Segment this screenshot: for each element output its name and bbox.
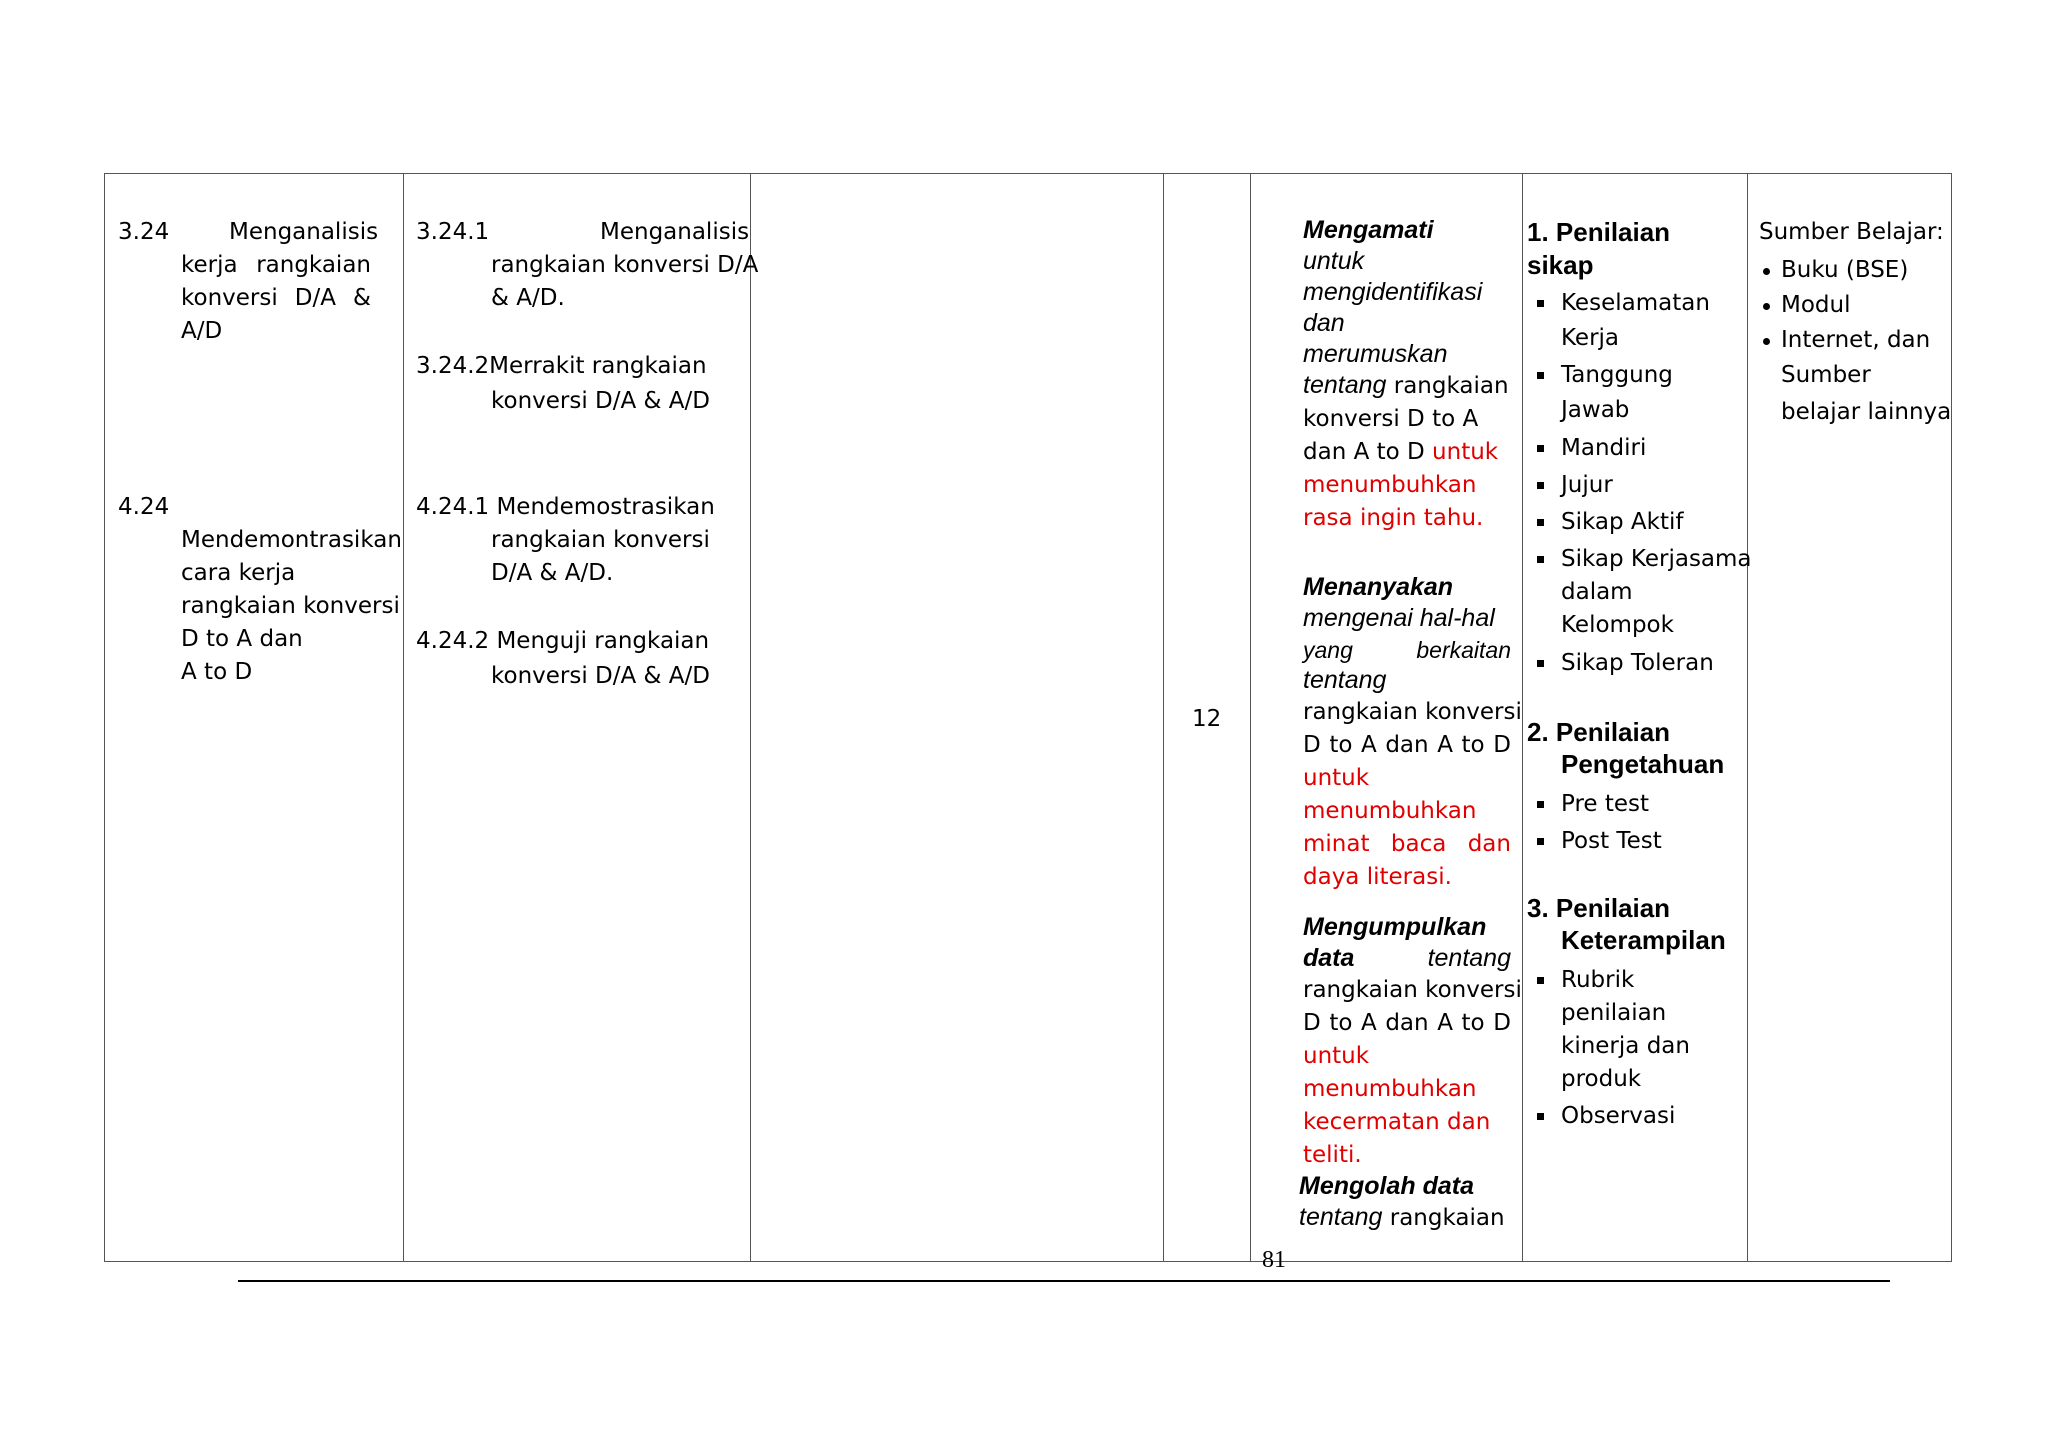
resource-item: Buku (BSE) <box>1781 257 1909 283</box>
word: A <box>1437 1010 1453 1036</box>
italic-word: tentang <box>1427 944 1511 972</box>
competency-text: A/D <box>181 318 223 344</box>
competency-text: D to A dan <box>181 626 303 652</box>
assessment-item: Sikap Toleran <box>1561 650 1714 676</box>
indicator-text: & A/D. <box>491 285 565 311</box>
competency-text: cara kerja <box>181 560 296 586</box>
word: dan A to D <box>1303 439 1425 465</box>
indicator-text: rangkaian konversi D/A <box>491 252 759 278</box>
word: to <box>1329 732 1353 758</box>
activity-text: merumuskan <box>1303 340 1448 368</box>
resource-item: Sumber <box>1781 362 1871 388</box>
activity-text: untuk <box>1303 247 1365 275</box>
italic-word: tentang <box>1303 371 1387 399</box>
activity-highlight: daya literasi. <box>1303 864 1452 890</box>
indicator-text: 4.24.1 Mendemostrasikan <box>416 494 715 520</box>
bullet-icon <box>1537 445 1544 452</box>
word: rangkaian <box>1382 1205 1505 1231</box>
assessment-item: kinerja dan <box>1561 1033 1690 1059</box>
assessment-item: Observasi <box>1561 1103 1676 1129</box>
activity-highlight: menumbuhkan <box>1303 798 1477 824</box>
indicator-text: D/A & A/D. <box>491 560 614 586</box>
competency-text: Mendemontrasikan <box>181 527 402 553</box>
syllabus-table <box>104 173 1952 1262</box>
competency-text <box>181 282 371 315</box>
assessment-item: Keselamatan <box>1561 290 1710 316</box>
bullet-icon <box>1537 300 1544 307</box>
italic-word: tentang <box>1299 1203 1383 1231</box>
assessment-item: Jujur <box>1561 472 1613 498</box>
activity-text: mengenai hal-hal <box>1303 604 1495 632</box>
bold-word: data <box>1303 944 1355 972</box>
column-divider <box>750 174 751 1261</box>
resources-title: Sumber Belajar: <box>1759 219 1944 245</box>
activity-text <box>1303 436 1498 469</box>
word: dan <box>1467 831 1511 857</box>
activity-highlight: rasa ingin tahu. <box>1303 505 1484 531</box>
activity-text <box>1303 943 1511 974</box>
word: D <box>1493 732 1511 758</box>
assessment-heading: Keterampilan <box>1561 925 1726 955</box>
indicator-text: Menganalisis <box>600 219 750 245</box>
activity-text <box>1299 1202 1505 1235</box>
activity-text: tentang <box>1303 666 1387 694</box>
resource-item: Modul <box>1781 292 1851 318</box>
activity-title: Mengumpulkan <box>1303 913 1487 941</box>
word: to <box>1461 1010 1485 1036</box>
word: A <box>1361 1010 1377 1036</box>
assessment-item: Post Test <box>1561 828 1662 854</box>
column-divider <box>1522 174 1523 1261</box>
competency-text: Menganalisis <box>229 219 379 245</box>
activity-text: konversi D to A <box>1303 406 1479 432</box>
word: dan <box>1385 1010 1429 1036</box>
activity-text <box>1303 634 1511 667</box>
bullet-icon <box>1537 519 1544 526</box>
activity-highlight: menumbuhkan <box>1303 472 1477 498</box>
assessment-item: penilaian <box>1561 1000 1667 1026</box>
activity-highlight: menumbuhkan <box>1303 1076 1477 1102</box>
column-divider <box>403 174 404 1261</box>
word: rangkaian <box>1386 373 1509 399</box>
column-divider <box>1250 174 1251 1261</box>
activity-text <box>1303 370 1509 403</box>
time-allocation: 12 <box>1192 706 1222 732</box>
bullet-icon <box>1537 660 1544 667</box>
assessment-item: Tanggung <box>1561 362 1673 388</box>
bullet-icon <box>1537 556 1544 563</box>
word: A <box>1361 732 1377 758</box>
word: yang <box>1303 637 1353 663</box>
assessment-heading: 3. Penilaian <box>1527 893 1671 923</box>
activity-title: Menanyakan <box>1303 573 1454 601</box>
activity-highlight: untuk <box>1303 765 1370 791</box>
bullet-icon <box>1763 268 1770 275</box>
assessment-item: Mandiri <box>1561 435 1647 461</box>
page-number: 81 <box>1262 1247 1286 1273</box>
competency-text <box>181 249 371 282</box>
activity-title: Mengamati <box>1303 216 1434 244</box>
word: dan <box>1385 732 1429 758</box>
activity-text <box>1303 729 1511 762</box>
indicator-text: konversi D/A & A/D <box>491 663 710 689</box>
word: to <box>1329 1010 1353 1036</box>
word: berkaitan <box>1416 637 1511 663</box>
assessment-item: Sikap Kerjasama <box>1561 546 1752 572</box>
bullet-icon <box>1537 801 1544 808</box>
footer-rule <box>238 1280 1890 1282</box>
assessment-heading: 1. Penilaian <box>1527 217 1671 247</box>
assessment-item: Rubrik <box>1561 967 1635 993</box>
resource-item: belajar lainnya <box>1781 399 1952 425</box>
activity-title: Mengolah data <box>1299 1172 1475 1200</box>
word: to <box>1461 732 1485 758</box>
activity-text <box>1303 1007 1511 1040</box>
assessment-item: Pre test <box>1561 791 1650 817</box>
assessment-heading: sikap <box>1527 250 1594 280</box>
assessment-heading: 2. Penilaian <box>1527 717 1671 747</box>
assessment-item: Kelompok <box>1561 612 1674 638</box>
resource-item: Internet, dan <box>1781 327 1931 353</box>
activity-text: rangkaian konversi <box>1303 977 1522 1003</box>
word: rangkaian <box>256 252 371 278</box>
bullet-icon <box>1537 977 1544 984</box>
activity-highlight: teliti. <box>1303 1142 1362 1168</box>
indicator-text: rangkaian konversi <box>491 527 710 553</box>
bullet-icon <box>1763 338 1770 345</box>
word: kerja <box>181 252 238 278</box>
activity-text: rangkaian konversi <box>1303 699 1522 725</box>
competency-number: 3.24 <box>118 219 170 245</box>
assessment-item: Jawab <box>1561 397 1630 423</box>
assessment-item: Sikap Aktif <box>1561 509 1684 535</box>
word: D <box>1303 732 1321 758</box>
activity-text: mengidentifikasi <box>1303 278 1483 306</box>
word: minat <box>1303 831 1370 857</box>
assessment-item: dalam <box>1561 579 1633 605</box>
activity-highlight <box>1303 828 1511 861</box>
column-divider <box>1747 174 1748 1261</box>
indicator-text: 4.24.2 Menguji rangkaian <box>416 628 710 654</box>
highlight-word: untuk <box>1424 439 1499 465</box>
word: & <box>353 285 371 311</box>
competency-text: rangkaian konversi <box>181 593 400 619</box>
activity-text: dan <box>1303 309 1345 337</box>
activity-highlight: kecermatan dan <box>1303 1109 1491 1135</box>
assessment-item: produk <box>1561 1066 1642 1092</box>
bullet-icon <box>1763 303 1770 310</box>
indicator-text: 3.24.2Merrakit rangkaian <box>416 353 707 379</box>
bullet-icon <box>1537 838 1544 845</box>
activity-highlight: untuk <box>1303 1043 1370 1069</box>
word: D <box>1493 1010 1511 1036</box>
indicator-text: konversi D/A & A/D <box>491 388 710 414</box>
word: baca <box>1390 831 1447 857</box>
word: A <box>1437 732 1453 758</box>
column-divider <box>1163 174 1164 1261</box>
bullet-icon <box>1537 372 1544 379</box>
word: D <box>1303 1010 1321 1036</box>
competency-text: A to D <box>181 659 253 685</box>
word: konversi <box>181 285 278 311</box>
assessment-item: Kerja <box>1561 325 1620 351</box>
indicator-number: 3.24.1 <box>416 219 490 245</box>
bullet-icon <box>1537 482 1544 489</box>
assessment-heading: Pengetahuan <box>1561 749 1725 779</box>
bullet-icon <box>1537 1113 1544 1120</box>
word: D/A <box>294 285 336 311</box>
competency-number: 4.24 <box>118 494 170 520</box>
